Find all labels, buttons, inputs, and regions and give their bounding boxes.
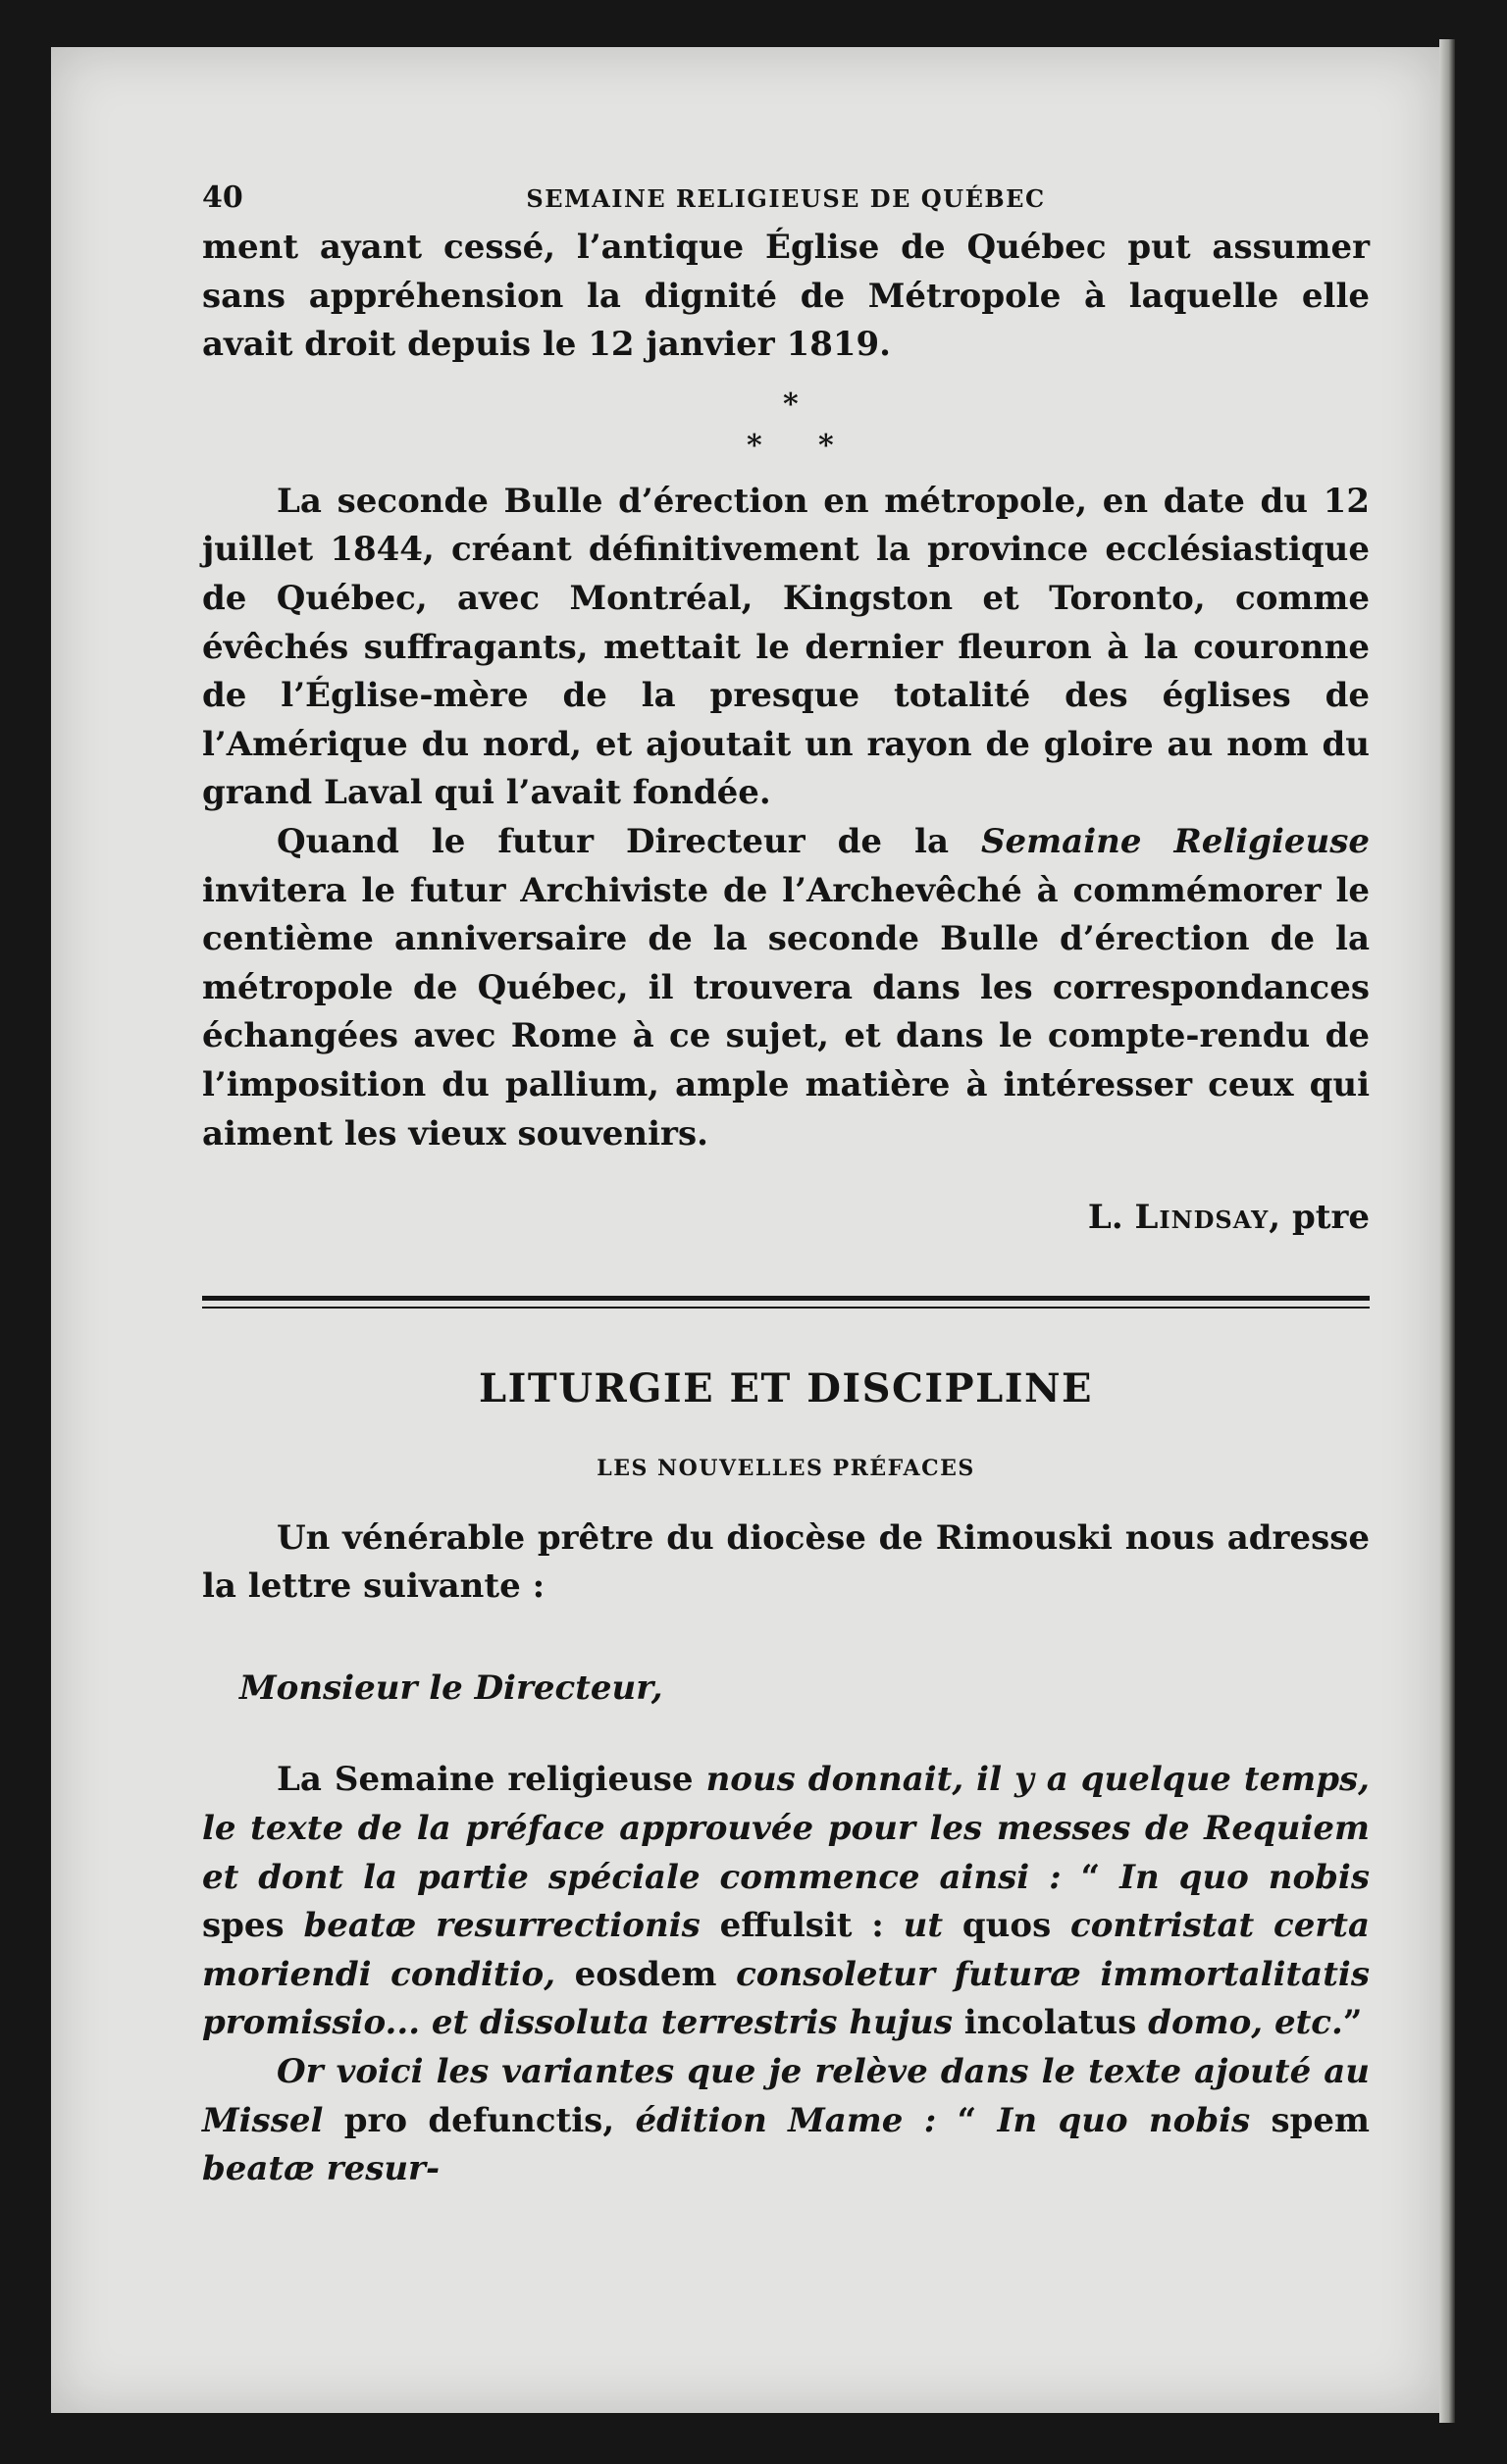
divider-thick xyxy=(202,1296,1370,1301)
paragraph-text: invitera le futur Archiviste de l’Archevêché à commémorer le centième anniversaire de la seconde Bulle d’érection de la métropole de Québec, il trouvera dans les correspondances échangées avec Rome à ce sujet, et dans le compte-rendu de l’imposition du pallium, ample matière à intéresser ceux qui aiment les vieux souvenirs. xyxy=(202,870,1370,1154)
text-run: effulsit : xyxy=(700,1906,904,1946)
divider-thin xyxy=(202,1307,1370,1309)
asterism-star: * xyxy=(747,428,762,463)
page-number: 40 xyxy=(202,180,243,215)
text-run: eosdem xyxy=(555,1954,737,1994)
text-run: incolatus xyxy=(952,2003,1149,2043)
italic-run: édition Mame : xyxy=(635,2100,937,2140)
signature-initial: L. xyxy=(1087,1198,1135,1238)
italic-run: contristat certa moriendi conditio, xyxy=(202,1906,1371,1994)
text-run: pro defunctis, xyxy=(323,2100,636,2140)
asterism-star: * xyxy=(783,386,799,422)
article-paragraph: ment ayant cessé, l’antique Église de Québec put assumer sans appréhension la dignité de Métropole à laquelle elle avait droit depuis le 12 janvier 1819. xyxy=(202,228,1370,365)
running-header xyxy=(202,177,1370,224)
italic-run: beatæ resur- xyxy=(202,2149,441,2189)
italic-run: domo, etc. xyxy=(1148,2003,1343,2043)
text-run: La Semaine religieuse xyxy=(277,1760,706,1800)
text-run: spes xyxy=(202,1906,304,1946)
italic-run: nous donnait, il y a quelque temps, le texte de la préface approuvée pour les messes de Requiem et dont la partie spéciale commence ainsi : xyxy=(202,1760,1370,1897)
signature-name: Lindsay xyxy=(1134,1198,1270,1238)
page-edge xyxy=(1439,39,1455,2423)
italic-run: consoletur futuræ immortalitatis promissio... et dissoluta terrestris hujus xyxy=(202,1954,1370,2043)
asterism xyxy=(202,370,1370,478)
italic-run: beatæ resurrectionis xyxy=(303,1906,701,1946)
text-run: ” xyxy=(1342,2003,1363,2043)
text-run: “ xyxy=(1080,1857,1120,1897)
letter-paragraph xyxy=(202,1756,1370,2048)
italic-run: In quo nobis xyxy=(997,2100,1251,2140)
italic-run: In quo nobis xyxy=(1119,1857,1370,1897)
italic-run: ut xyxy=(903,1906,944,1946)
signature xyxy=(202,1194,1370,1243)
letter-paragraph xyxy=(202,2048,1370,2194)
section-divider xyxy=(202,1296,1370,1309)
italic-run: Or voici les variantes que je relève dans le texte ajouté au Missel xyxy=(202,2052,1370,2140)
section-intro: Un vénérable prêtre du diocèse de Rimouski nous adresse la lettre suivante : xyxy=(202,1517,1370,1607)
spacer xyxy=(202,1713,1370,1756)
text-run: spem xyxy=(1250,2100,1371,2140)
journal-title: Semaine Religieuse xyxy=(981,821,1370,861)
asterism-star: * xyxy=(818,428,834,463)
letter-salutation: Monsieur le Directeur, xyxy=(239,1668,663,1708)
text-run: “ xyxy=(936,2100,998,2140)
article-paragraph: La seconde Bulle d’érection en métropole, en date du 12 juillet 1844, créant définitivement la province ecclésiastique de Québec, avec Montréal, Kingston et Toronto, comme évêchés suffragants, mettait le dernier fleuron à la couronne de l’Église-mère de la presque totalité des églises de l’Amérique du nord, et ajoutait un rayon de gloire au nom du grand Laval qui l’avait fondée. xyxy=(202,481,1370,813)
running-head: SEMAINE RELIGIEUSE DE QUÉBEC xyxy=(526,184,1046,213)
section-subtitle: LES NOUVELLES PRÉFACES xyxy=(597,1455,975,1481)
section-title: LITURGIE ET DISCIPLINE xyxy=(479,1364,1093,1412)
paragraph-text: Quand le futur Directeur de la xyxy=(277,821,981,861)
page-content xyxy=(202,177,1370,2194)
article-paragraph xyxy=(202,818,1370,1158)
text-run: quos xyxy=(943,1906,1071,1946)
signature-suffix: , ptre xyxy=(1269,1198,1370,1238)
